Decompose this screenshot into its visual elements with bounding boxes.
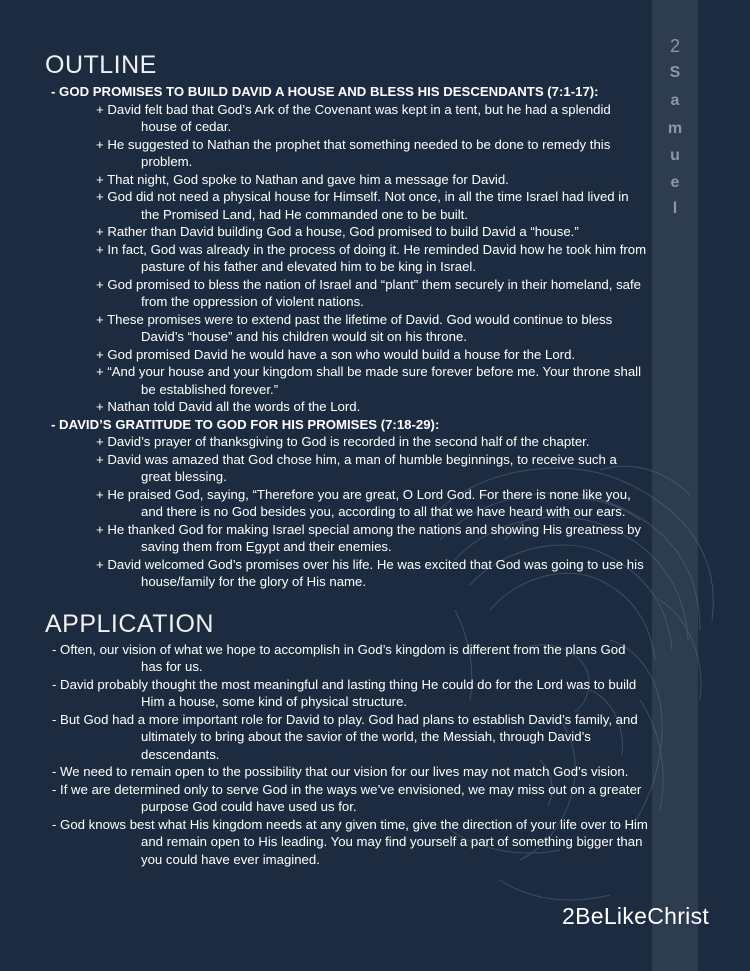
outline-bullet: + God promised David he would have a son who would build a house for the Lord. (96, 346, 576, 362)
application-item: - David probably thought the most meaningful and lasting thing He could do for the Lord was to build Him a house, some kind of physical structure. (52, 676, 637, 709)
application-item: - If we are determined only to serve God in the ways we’ve envisioned, we may miss out on a greater purpose God could have used us for. (52, 781, 642, 814)
book-letter: m (667, 120, 683, 137)
main-content (45, 52, 650, 868)
outline-bullet: + That night, God spoke to Nathan and gave him a message for David. (96, 171, 509, 187)
outline-bullet: + Rather than David building God a house, God promised to build David a “house.” (96, 224, 579, 239)
outline-bullet: + God did not need a physical house for Himself. Not once, in all the time Israel had lived in the Promised Land, had He commanded one to be built. (96, 189, 629, 222)
outline-bullet: + Nathan told David all the words of the Lord. (96, 399, 361, 414)
application-item: - Often, our vision of what we hope to accomplish in God’s kingdom is different from the plans God has for us. (52, 641, 626, 674)
application-heading: APPLICATION (45, 609, 214, 638)
outline-bullet: + These promises were to extend past the lifetime of David. God would continue to bless David’s “house” and his children would sit on his throne. (96, 311, 613, 344)
outline-bullet: + He thanked God for making Israel special among the nations and showing His greatness by saving them from Egypt and their enemies. (96, 521, 642, 554)
book-letter: e (670, 174, 680, 191)
outline-bullet: + David was amazed that God chose him, a man of humble beginnings, to receive such a great blessing. (96, 451, 617, 484)
book-sidebar (652, 0, 698, 971)
outline-bullet: + David welcomed God’s promises over his life. He was excited that God was going to use his house/family for the glory of His name. (96, 556, 644, 589)
brand-logo-text: 2BeLikeChrist (562, 903, 710, 929)
outline-bullet: + In fact, God was already in the process of doing it. He reminded David how he took him from pasture of his father and elevated him to be king in Israel. (96, 241, 647, 274)
application-item: - But God had a more important role for David to play. God had plans to establish David’s family, and ultimately to bring about the savior of the world, the Messiah, through David’s descendants. (52, 711, 638, 762)
outline-bullet: + David felt bad that God’s Ark of the Covenant was kept in a tent, but he had a splendid house of cedar. (96, 101, 611, 134)
application-item: - We need to remain open to the possibility that our vision for our lives may not match God’s vision. (52, 764, 629, 779)
outline-bullet: + He praised God, saying, “Therefore you are great, O Lord God. For there is none like you, and there is no God besides you, according to all that we have heard with our ears. (96, 486, 631, 519)
outline-section-title: - GOD PROMISES TO BUILD DAVID A HOUSE AND BLESS HIS DESCENDANTS (7:1-17): (51, 84, 599, 99)
outline-bullet: + David’s prayer of thanksgiving to God is recorded in the second half of the chapter. (96, 434, 590, 449)
outline-heading: OUTLINE (45, 51, 157, 79)
book-letter: u (670, 147, 680, 164)
outline-bullet: + God promised to bless the nation of Israel and “plant” them securely in their homeland, safe from the oppression of violent nations. (96, 276, 642, 309)
book-number: 2 (669, 36, 680, 56)
outline-bullet: + “And your house and your kingdom shall be made sure forever before me. Your throne shall be established forever.” (96, 364, 642, 397)
application-item: - God knows best what His kingdom needs at any given time, give the direction of your life over to Him and remain open to His leading. You may find yourself a part of something bigger than you could have ever imagined. (52, 816, 648, 867)
book-letter: S (669, 64, 681, 81)
book-letter: l (672, 200, 678, 217)
outline-section-title: - DAVID’S GRATITUDE TO GOD FOR HIS PROMISES (7:18-29): (51, 416, 440, 432)
book-letter: a (670, 92, 680, 109)
outline-bullet: + He suggested to Nathan the prophet that something needed to be done to remedy this problem. (96, 136, 611, 169)
